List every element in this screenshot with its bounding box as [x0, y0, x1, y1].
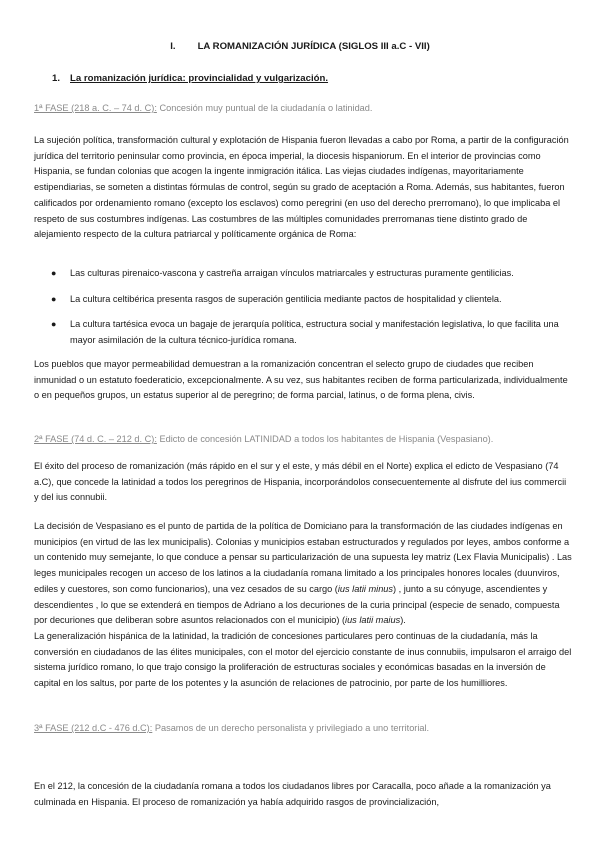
phase-1-paragraph-2: Los pueblos que mayor permeabilidad demuestran a la romanización concentran el selecto grupo de ciudades que reciben inmunidad o un estatuto foederaticio, excepcionalmente. A su vez, sus habitantes reciben de forma particularizada, individualmente o en pequeños grupos, un estatus superior al de peregrino; de forma parcial, latinus, o de forma plena, civis.: [34, 359, 568, 401]
bullet-icon: ●: [51, 293, 57, 304]
phase-1-label: 1ª FASE (218 a. C. – 74 d. C):: [34, 103, 157, 113]
bullet-icon: ●: [51, 319, 57, 330]
phase-2-paragraph-1: El éxito del proceso de romanización (más rápido en el sur y el este, y más débil en el Norte) explica el edicto de Vespasiano (74 a.C), que concede la latinidad a todos los peregrinos de Hispania, incorporándolos consecuentemente al disfrute del ius commercii y del ius connubii.: [34, 461, 567, 503]
phase-2-paragraph-3: La generalización hispánica de la latinidad, la tradición de concesiones particulares pero continuas de la ciudadanía, más la conversión en ciudadanos de las élites municipales, con el motor del ejercicio constante de inus connubiis, impulsaron el arraigo del sistema jurídico romano, lo que trajo consigo la proliferación de estructuras sociales y económicas basadas en la inversión de capital en los saltus, por parte de los potentes y la asunción de relaciones de patrocinio, por parte de los humilliores.: [34, 631, 572, 689]
phase-2-paragraph-2: La decisión de Vespasiano es el punto de partida de la política de Domiciano para la transformación de las ciudades indígenas en municipios (en virtud de las lex municipalis). Colonias y municipios estaban estructurados y regulados por leyes, ambos conforme a un contenido muy semejante, lo que conduce a pensar su particularización de una supuesta ley matriz (Lex Flavia Municipalis) . Las leges municipales recogen un acceso de los latinos a la ciudadanía romana limitado a los principales honores locales (duunviros, ediles y cuestores, son como funcionarios), una vez cesados de su cargo (ius latii minus) , junto a su cónyuge, ascendientes y descendientes , lo que se extenderá en tiempos de Adriano a los decuriones de la curia principal (especie de senado, compuesta por decuriones que deliberan sobre asuntos relacionados con el municipio) (ius latii maius).: [34, 521, 572, 626]
ius-latii-minus-term: ius latii minus: [337, 583, 394, 594]
list-item: ● Las culturas pirenaico-vascona y castreña arraigan vínculos matriarcales y estructuras puramente gentilicias.: [34, 266, 572, 282]
section-title: La romanización jurídica: provincialidad y vulgarización.: [70, 73, 329, 84]
list-item: ● La cultura celtibérica presenta rasgos de superación gentilicia mediante pactos de hospitalidad y clientela.: [34, 292, 572, 308]
section-heading: [52, 73, 328, 84]
phase-3-paragraph-1: En el 212, la concesión de la ciudadanía romana a todos los ciudadanos libres por Caracalla, poco añade a la romanización ya culminada en Hispania. El proceso de romanización ya había adquirido rasgos de provincialización,: [34, 781, 551, 807]
chapter-number: I.: [170, 41, 176, 52]
phase-1-description: Concesión muy puntual de la ciudadanía o latinidad.: [156, 103, 373, 113]
ius-latii-maius-term: ius latii maius: [345, 615, 401, 626]
bullet-icon: ●: [51, 268, 57, 278]
phase-3-label: 3ª FASE (212 d.C - 476 d.C):: [34, 723, 153, 733]
phase-1-paragraph-1: La sujeción política, transformación cultural y explotación de Hispania fueron llevadas a cabo por Roma, a partir de la configuración jurídica del territorio peninsular como provincia, en época imperial, la diocesis hispaniorum. En el interior de provincias como Hispania, se fundan colonias que acogen la ingente inmigración itálica. Las viejas ciudades indígenas, mayoritariamente estipendiarias, se someten a distintas fórmulas de control, según su grado de aceptación a Roma. Además, sus habitantes, fueron calificados por ordenamiento romano (excepto los esclavos) como peregrini (en uso del derecho prerromano), lo que implicaba el respeto de sus costumbres indígenas. Las costumbres de las múltiples comunidades prerromanas tiene distinto grado de alejamiento respecto de la cultura patriarcal y políticamente orgánica de Roma:: [34, 135, 569, 240]
phase-3-heading: [34, 723, 574, 733]
phase-2-label: 2ª FASE (74 d. C. – 212 d. C):: [34, 434, 157, 444]
phase-2-heading: [34, 434, 574, 444]
culture-bullet-list: [34, 266, 572, 349]
phase-2-description: Edicto de concesión LATINIDAD a todos los habitantes de Hispania (Vespasiano).: [156, 434, 494, 444]
section-number: 1.: [52, 73, 61, 84]
phase-1-heading: [34, 103, 574, 113]
chapter-title: LA ROMANIZACIÓN JURÍDICA (SIGLOS III a.C - VII): [197, 41, 430, 52]
chapter-heading: [0, 41, 600, 52]
phase-3-description: Pasamos de un derecho personalista y privilegiado a uno territorial.: [152, 723, 430, 733]
list-item: ● La cultura tartésica evoca un bagaje de jerarquía política, estructura social y manifestación legislativa, lo que facilita una mayor asimilación de la cultura técnico-jurídica romana.: [51, 319, 559, 346]
